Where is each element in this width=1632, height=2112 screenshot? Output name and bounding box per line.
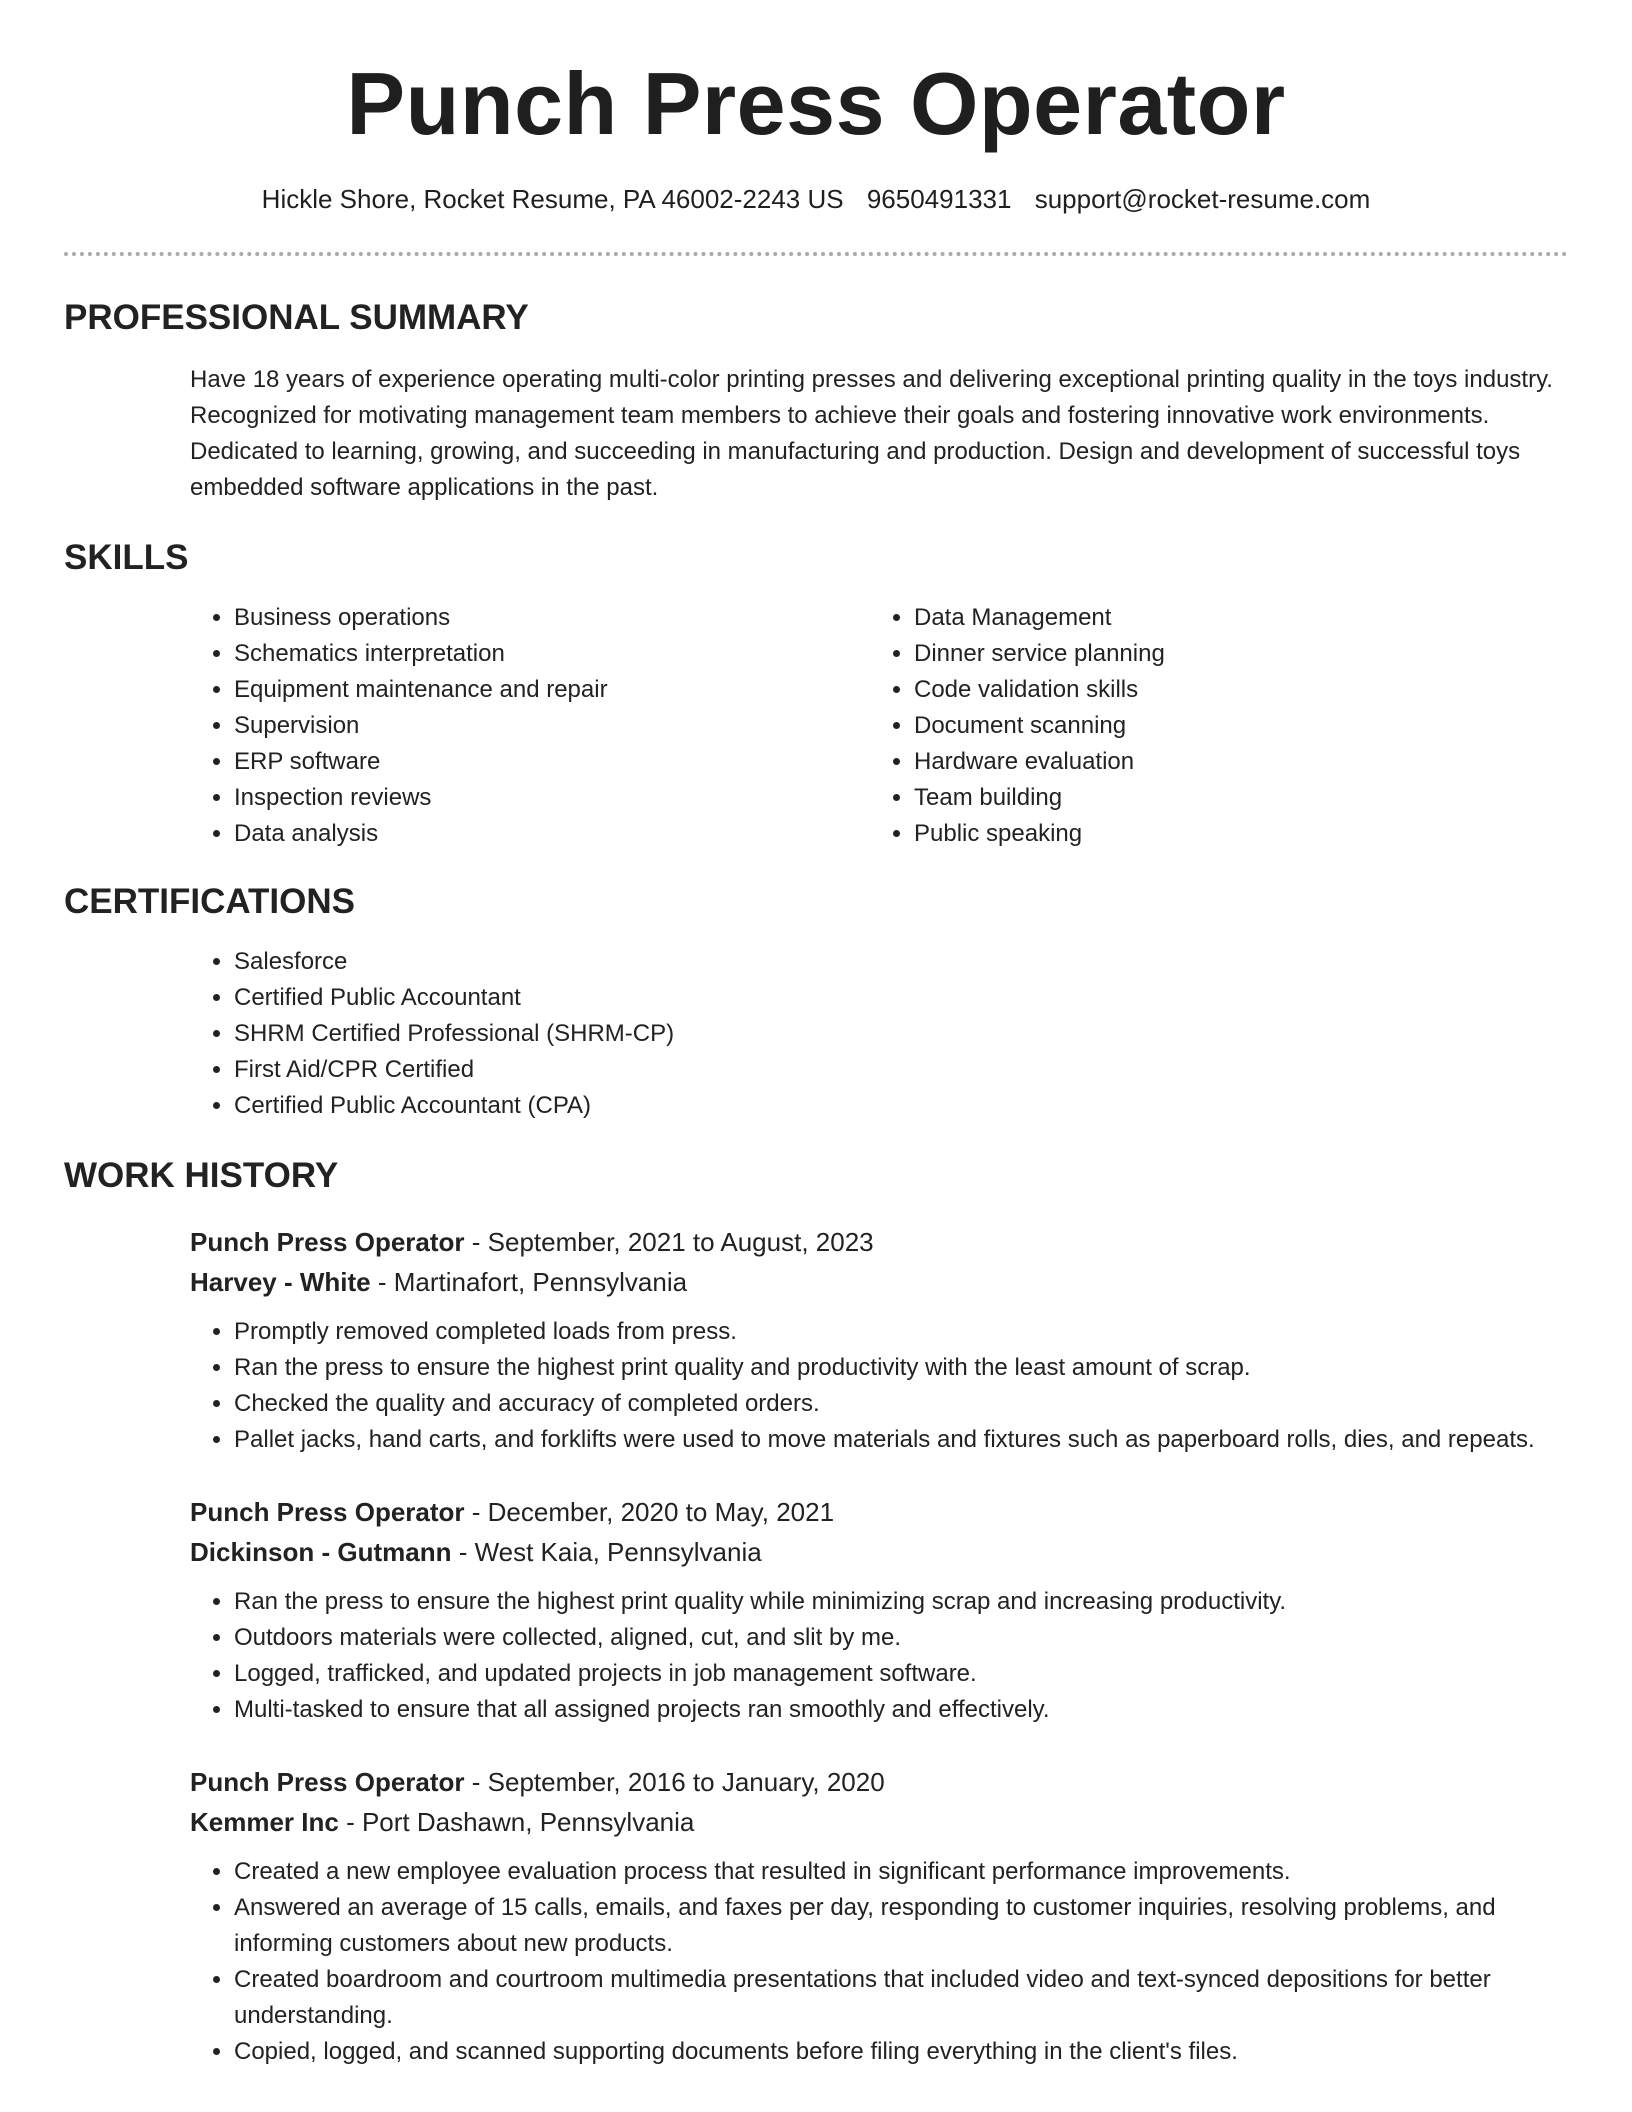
- skills-column-right: [870, 600, 1550, 852]
- job-bullet: • Logged, trafficked, and updated projects in job management software.: [234, 1656, 1568, 1692]
- job-bullet: • Pallet jacks, hand carts, and forklifts were used to move materials and fixtures such as paperboard rolls, dies, and repeats.: [234, 1422, 1568, 1458]
- job-location: - Port Dashawn, Pennsylvania: [338, 1807, 695, 1837]
- certification-item: • Salesforce: [234, 944, 1568, 980]
- skills-column-left: [190, 600, 870, 852]
- skill-item: • Dinner service planning: [914, 636, 1550, 672]
- job-bullet: • Copied, logged, and scanned supporting documents before filing everything in the client's files.: [234, 2034, 1568, 2070]
- job-location: - West Kaia, Pennsylvania: [451, 1537, 762, 1567]
- certifications-list: [190, 944, 1568, 1124]
- job-entry: [190, 1222, 1568, 1458]
- work-history-heading: WORK HISTORY: [64, 1156, 339, 1195]
- skills-list: [190, 600, 1568, 852]
- skill-item: • Hardware evaluation: [914, 744, 1550, 780]
- job-company-line: [190, 1262, 1568, 1302]
- contact-line: [64, 182, 1568, 216]
- job-entry: [190, 1492, 1568, 1728]
- job-company: Kemmer Inc: [190, 1807, 339, 1837]
- skill-item: • Inspection reviews: [234, 780, 870, 816]
- job-title-line: [190, 1492, 1568, 1532]
- certification-item: • SHRM Certified Professional (SHRM-CP): [234, 1016, 1568, 1052]
- job-dates: - December, 2020 to May, 2021: [464, 1497, 835, 1527]
- certification-item: • First Aid/CPR Certified: [234, 1052, 1568, 1088]
- skill-item: • Document scanning: [914, 708, 1550, 744]
- job-title-line: [190, 1762, 1568, 1802]
- job-bullet: • Created a new employee evaluation process that resulted in significant performance improvements.: [234, 1854, 1568, 1890]
- summary-text: Have 18 years of experience operating multi-color printing presses and delivering exceptional printing quality in the toys industry. Recognized for motivating management team members to achieve their goals and fostering innovative work environments. Dedicated to learning, growing, and succeeding in manufacturing and production. Design and development of successful toys embedded software applications in the past.: [190, 366, 1553, 501]
- skill-item: • Schematics interpretation: [234, 636, 870, 672]
- job-company: Dickinson - Gutmann: [190, 1537, 452, 1567]
- skill-item: • Data analysis: [234, 816, 870, 852]
- job-entry: [190, 1762, 1568, 2070]
- skill-item: • Code validation skills: [914, 672, 1550, 708]
- job-role: Punch Press Operator: [190, 1767, 465, 1797]
- job-bullet: • Checked the quality and accuracy of completed orders.: [234, 1386, 1568, 1422]
- skill-item: • Supervision: [234, 708, 870, 744]
- contact-phone: 9650491331: [866, 184, 1012, 214]
- job-company-line: [190, 1532, 1568, 1572]
- header-divider: [64, 252, 1568, 256]
- contact-address: Hickle Shore, Rocket Resume, PA 46002-2243 US: [261, 184, 844, 214]
- job-bullet: • Promptly removed completed loads from press.: [234, 1314, 1568, 1350]
- skill-item: • Data Management: [914, 600, 1550, 636]
- job-bullet: • Outdoors materials were collected, aligned, cut, and slit by me.: [234, 1620, 1568, 1656]
- skill-item: • ERP software: [234, 744, 870, 780]
- job-bullet: • Created boardroom and courtroom multimedia presentations that included video and text-synced depositions for better understanding.: [234, 1962, 1568, 2034]
- skill-item: • Equipment maintenance and repair: [234, 672, 870, 708]
- certification-item: • Certified Public Accountant: [234, 980, 1568, 1016]
- contact-email: support@rocket-resume.com: [1034, 184, 1371, 214]
- job-dates: - September, 2021 to August, 2023: [464, 1227, 874, 1257]
- job-role: Punch Press Operator: [190, 1227, 465, 1257]
- job-role: Punch Press Operator: [190, 1497, 465, 1527]
- certification-item: • Certified Public Accountant (CPA): [234, 1088, 1568, 1124]
- skill-item: • Team building: [914, 780, 1550, 816]
- job-bullets: [190, 1584, 1568, 1728]
- job-bullets: [190, 1314, 1568, 1458]
- job-dates: - September, 2016 to January, 2020: [464, 1767, 885, 1797]
- certifications-heading: CERTIFICATIONS: [64, 882, 356, 921]
- job-title-line: [190, 1222, 1568, 1262]
- job-bullets: [190, 1854, 1568, 2070]
- job-company: Harvey - White: [190, 1267, 371, 1297]
- summary-heading: PROFESSIONAL SUMMARY: [64, 298, 529, 337]
- job-bullet: • Ran the press to ensure the highest print quality while minimizing scrap and increasing productivity.: [234, 1584, 1568, 1620]
- job-bullet: • Multi-tasked to ensure that all assigned projects ran smoothly and effectively.: [234, 1692, 1568, 1728]
- skill-item: • Public speaking: [914, 816, 1550, 852]
- candidate-name: Punch Press Operator: [346, 54, 1286, 153]
- job-bullet: • Ran the press to ensure the highest print quality and productivity with the least amount of scrap.: [234, 1350, 1568, 1386]
- job-location: - Martinafort, Pennsylvania: [370, 1267, 688, 1297]
- job-company-line: [190, 1802, 1568, 1842]
- job-bullet: • Answered an average of 15 calls, emails, and faxes per day, responding to customer inquiries, resolving problems, and informing customers about new products.: [234, 1890, 1568, 1962]
- skill-item: • Business operations: [234, 600, 870, 636]
- skills-heading: SKILLS: [64, 538, 189, 577]
